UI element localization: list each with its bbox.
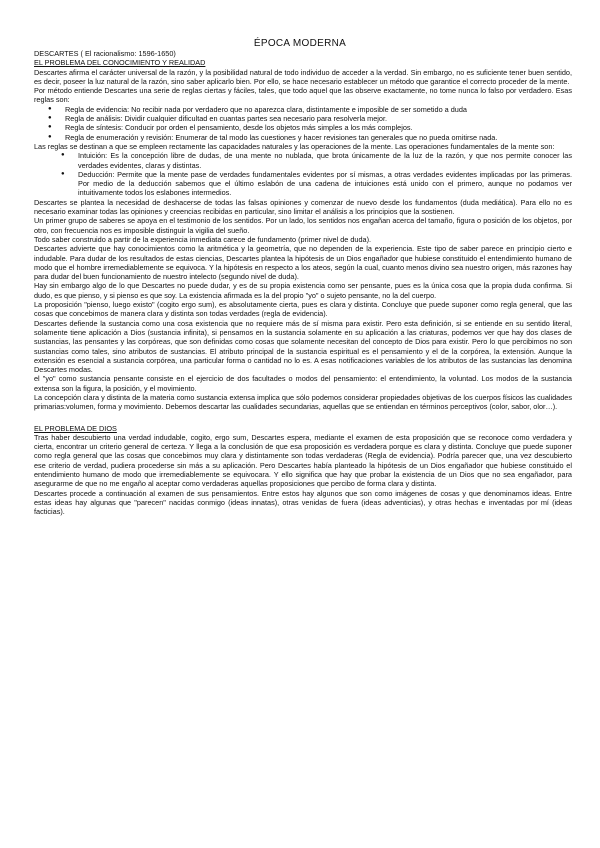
list-item: ● Regla de enumeración y revisión: Enumerar de tal modo las cuestiones y hacer revisiones tan generales que no pueda omitirse nada. [48, 132, 498, 142]
document-body [34, 49, 572, 517]
paragraph: el "yo" como sustancia pensante consiste en el ejercicio de dos facultades o modos del pensamiento: el entendimiento, la voluntad. Los modos de la sustancia extensa son la figura, la posición, y el movimiento. [34, 374, 572, 393]
section-heading-god: EL PROBLEMA DE DIOS [34, 423, 117, 433]
paragraph: Descartes defiende la sustancia como una cosa existencia que no requiere más de sí misma para existir. Pero esta definición, si se entiende en su sentido literal, solamente tiene aplicación a Dios (sustancia infinita), si pensamos en la sustancia solamente en su aplicación a las criaturas, podemos ver que hay dos clases de sustancias, las pensantes y las corpóreas, que son definidas como cosas que solamente necesitan del concepto de Dios para existir. Pero lo que percibimos no son sustancias como tales, sino atributos de sustancias. El atributo principal de la sustancia espiritual es el pensamiento y el de la corpórea, la extensión. Aunque la extensión es esencial a sustancia corpórea, una particular forma o cantidad no lo es. A esas notificaciones variables de los atributos de las sustancias las denomina Descartes modas. [34, 318, 572, 375]
paragraph: Descartes procede a continuación al examen de sus pensamientos. Entre estos hay algunos que son como imágenes de cosas y que denominamos ideas. Entre estas ideas hay algunas que "parecen" nacidas conmigo (ideas innatas), otras venidas de fuera (ideas adventicias), y otras hechas e inventadas por mí (ideas facticias). [34, 488, 572, 517]
paragraph: Descartes afirma el carácter universal de la razón, y la posibilidad natural de todo individuo de acceder a la verdad. Sin embargo, no es suficiente tener buen sentido, es decir, poseer la luz natural de la razón, sino saber aplicarlo bien. Por ello, se hace necesario establecer un método que garantice el correcto proceder de la mente. [34, 67, 572, 86]
bullet-icon: ● [48, 105, 52, 112]
bullet-icon: ● [61, 152, 65, 159]
paragraph: Las reglas se destinan a que se empleen rectamente las capacidades naturales y las operaciones de la mente. Las operaciones fundamentales de la mente son: [34, 141, 555, 151]
list-item: ● Regla de síntesis: Conducir por orden el pensamiento, desde los objetos más simples a los más complejos. [48, 123, 413, 133]
paragraph: La concepción clara y distinta de la materia como sustancia extensa implica que sólo podemos considerar propiedades objetivas de los cuerpos físicos las cualidades primarias:volumen, forma y movimiento. Debemos descartar las cualidades secundarias, aquellas que se entiendan en términos perceptivos (color, sabor, olor…). [34, 392, 572, 412]
paragraph: Un primer grupo de saberes se apoya en el testimonio de los sentidos. Por un lado, los sentidos nos engañan acerca del tamaño, figura o posición de los objetos, por otro, con frecuencia nos es imposible distinguir la vigilia del sueño. [34, 216, 572, 235]
paragraph: Todo saber construido a partir de la experiencia inmediata carece de fundamento (primer nivel de duda). [34, 234, 372, 244]
list-item: ● Deducción: Permite que la mente pase de verdades fundamentales evidentes por sí mismas, a otras verdades evidentes implicadas por las primeras. Por medio de la deducción sabemos que el último eslabón de una cadena de intuiciones está unido con el primero, aunque no podamos ver intuitivamente todos los eslabones intermedios. [61, 169, 572, 198]
page-title: ÉPOCA MODERNA [253, 38, 347, 49]
operations-list [34, 151, 572, 197]
paragraph: Descartes advierte que hay conocimientos como la aritmética y la geometría, que no dependen de la experiencia. Este tipo de saber parece en principio cierto e indudable. Para dudar de los resultados de estas ciencias, Descartes plantea la hipótesis de un Dios engañador que hubiese constituido el entendimiento humano de modo que el hombre irremediablemente se equivoca. Y la hipótesis en respecto a los ateos, según la cual, cuanto menos divino sea nuestro origen, más razones hay para dudar del buen funcionamiento de nuestro intelecto (segundo nivel de duda). [34, 244, 572, 282]
bullet-icon: ● [48, 115, 52, 122]
bullet-icon: ● [48, 124, 52, 131]
rules-list [34, 105, 572, 142]
list-item: ● Regla de análisis: Dividir cualquier dificultad en cuantas partes sea necesario para resolverla mejor. [48, 114, 388, 124]
bullet-icon: ● [61, 170, 65, 177]
list-item: ● Regla de evidencia: No recibir nada por verdadero que no aparezca clara, distintamente e imposible de ser sometido a duda [48, 104, 467, 114]
section-heading-knowledge: EL PROBLEMA DEL CONOCIMIENTO Y REALIDAD [34, 58, 206, 68]
paragraph: Tras haber descubierto una verdad indudable, cogito, ergo sum, Descartes espera, mediante el examen de esta proposición que se reconoce como verdadera y cierta, encontrar un criterio general de certeza. Y llega a la conclusión de que esa proposición es verdadera porque es clara y distinta. Concluye que puede suponer como regla general que las cosas que concebimos muy clara y distintamente son todas verdaderas (Regla de evidencia). Podría parecer que, una vez descubierto ese criterio de verdad, pudiera procederse sin más a su aplicación. Pero Descartes había planteado la hipótesis de un Dios engañador que hubiese constituido el entendimiento humano de modo que irremediablemente se equivocara. Y ello significa que hay que probar la existencia de un Dios que no sea engañador, para asegurarme de que no me engaño al aceptar como verdaderas aquellas proposiciones que percibo de forma clara y distinta. [34, 432, 572, 489]
paragraph: Hay sin embargo algo de lo que Descartes no puede dudar, y es de su propia existencia como ser pensante, pues es la única cosa que la propia duda confirma. Si dudo, es que pienso, y si pienso es que soy. La existencia afirmada es la del propio "yo" o sujeto pensante, no la del cuerpo. [34, 281, 572, 300]
paragraph: La proposición "pienso, luego existo" (cogito ergo sum), es absolutamente cierta, pues es clara y distinta. Concluye que puede suponer como regla general, que las cosas que concebimos de manera clara y distinta son todas verdades (regla de evidencia). [34, 300, 572, 319]
list-item: ● Intuición: Es la concepción libre de dudas, de una mente no nublada, que brota únicamente de la luz de la razón, y que nos permite conocer las verdades evidentes, claras y distintas. [61, 151, 572, 170]
paragraph: Por método entiende Descartes una serie de reglas ciertas y fáciles, tales, que todo aquel que las observe exactamente, no tome nunca lo falso por verdadero. Esas reglas son: [34, 86, 572, 105]
bullet-icon: ● [48, 133, 52, 140]
paragraph: Descartes se plantea la necesidad de deshacerse de todas las falsas opiniones y comenzar de nuevo desde los fundamentos (duda mediática). Para ello no es necesario examinar todas las opiniones y creencias recibidas en particular, sino limitar el análisis a los principios que la sostienen. [34, 197, 572, 217]
subtitle: DESCARTES ( El racionalismo: 1596-1650) [34, 49, 176, 58]
